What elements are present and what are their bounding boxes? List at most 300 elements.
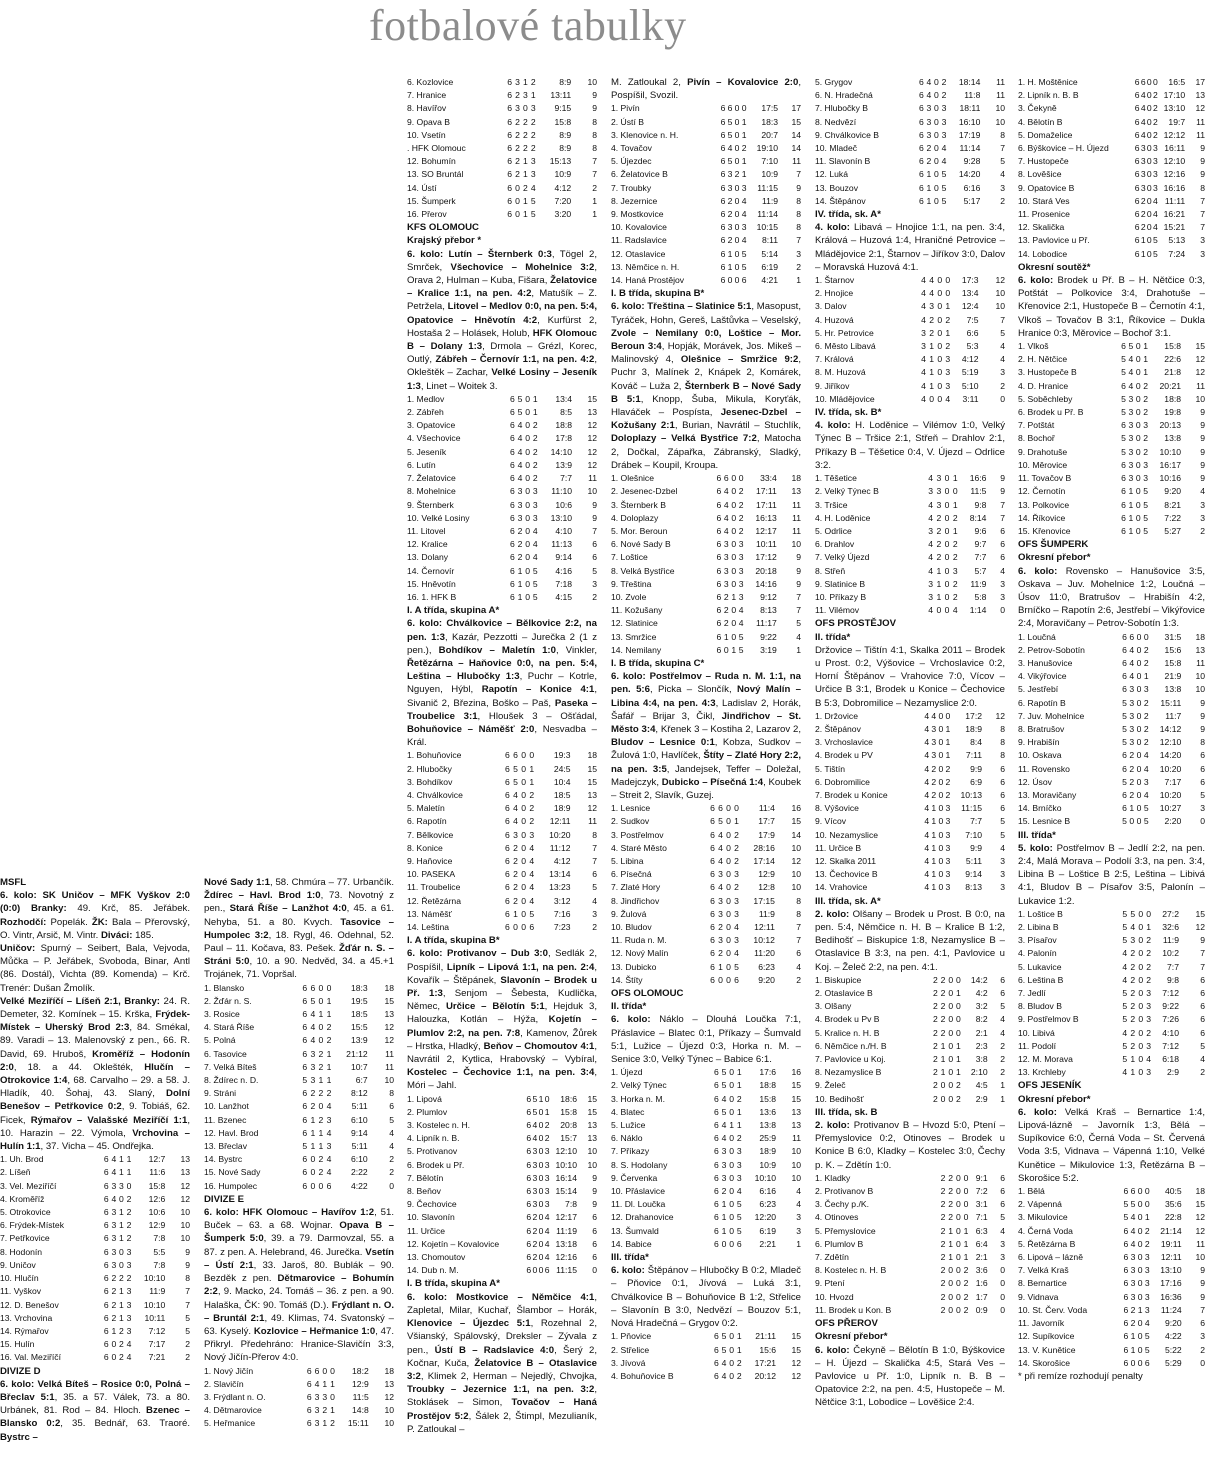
- stat-cell: 15:6: [1164, 644, 1182, 655]
- team-name: 7. Hlubočky B: [815, 103, 869, 114]
- team-name: 13. Bouzov: [815, 182, 858, 193]
- stat-cell: 2: [592, 591, 597, 602]
- stat-cell: 0: [938, 776, 944, 787]
- stat-cell: 2: [592, 182, 597, 193]
- stat-cell: 6: [509, 512, 515, 523]
- stat-cell: 5: [517, 393, 523, 404]
- stat-cell: 9: [592, 512, 597, 523]
- stat-cell: 12:11: [549, 816, 571, 827]
- stat-cell: 6: [918, 169, 924, 180]
- stat-cell: 2: [126, 1207, 132, 1218]
- stat-cell: 0: [521, 789, 527, 800]
- stat-cell: 15: [1195, 1199, 1205, 1210]
- stat-cell: 1: [929, 367, 935, 378]
- stat-cell: 20:18: [755, 565, 777, 576]
- table-row: [407, 921, 597, 934]
- stat-cell: 0: [525, 446, 531, 457]
- stat-cell: 4: [111, 1167, 117, 1178]
- stat-cell: 11:5: [352, 1391, 369, 1402]
- stat-cell: 6: [1123, 1331, 1129, 1342]
- section-heading: Okresní soutěž*: [1018, 261, 1091, 273]
- stat-cell: 6:6: [966, 327, 979, 338]
- stat-cell: 3: [734, 908, 739, 919]
- stat-cell: 3: [723, 578, 729, 589]
- team-name: 12. Drahanovice: [611, 1212, 674, 1223]
- stat-cell: 1: [1000, 1080, 1005, 1091]
- stat-cell: 6: [710, 922, 715, 932]
- stat-cell: 8: [796, 209, 801, 220]
- stat-cell: 4: [544, 1212, 550, 1223]
- stat-cell: 6: [507, 195, 512, 206]
- table-row: [407, 1106, 597, 1119]
- stat-cell: 1: [119, 1312, 124, 1323]
- table-row: [1018, 657, 1205, 670]
- stat-cell: 7: [1000, 143, 1005, 154]
- stat-cell: 15: [587, 1093, 597, 1104]
- stat-cell: 4:12: [554, 182, 572, 193]
- table-row: [407, 881, 597, 894]
- stat-cell: 8: [1000, 723, 1005, 734]
- section-heading: I. B třída, skupina B*: [611, 288, 705, 300]
- stat-cell: 11: [1196, 380, 1205, 391]
- stat-cell: 10: [995, 288, 1005, 299]
- stat-cell: 7: [1200, 948, 1205, 959]
- stat-cell: 6: [716, 578, 722, 589]
- match-report: [611, 670, 801, 802]
- stat-cell: 9: [1200, 1278, 1205, 1289]
- stat-cell: 3: [796, 248, 801, 259]
- stat-cell: 1: [929, 341, 935, 352]
- stat-cell: 13:10: [1163, 103, 1186, 114]
- stat-cell: 0: [948, 1054, 954, 1065]
- stat-cell: 6: [526, 1265, 532, 1276]
- stat-cell: 11: [996, 90, 1005, 101]
- table-row: [815, 1027, 1005, 1040]
- team-name: 12. Skalička: [1018, 222, 1065, 233]
- stat-cell: 6: [710, 882, 715, 893]
- bold-text: Frýdek-Místek – Uherský Brod 2:3: [0, 1009, 190, 1034]
- stat-cell: 6: [526, 1120, 532, 1131]
- stat-cell: 6: [720, 156, 726, 167]
- stat-cell: 4: [924, 737, 930, 748]
- stat-cell: 9:22: [760, 631, 777, 642]
- stat-cell: 2: [326, 1088, 332, 1099]
- stat-cell: 4: [1130, 1238, 1136, 1249]
- stat-cell: 2: [1200, 1067, 1205, 1078]
- team-name: 8. Bernartice: [1018, 1278, 1067, 1289]
- stat-cell: 2: [940, 1238, 946, 1249]
- team-name: 2. Střelice: [611, 1344, 650, 1355]
- stat-cell: 1: [318, 1141, 324, 1152]
- stat-cell: 4:12: [961, 354, 979, 365]
- table-row: [611, 221, 801, 234]
- stat-cell: 2: [940, 1172, 946, 1183]
- stat-cell: 0: [948, 988, 954, 999]
- stat-cell: 8: [796, 895, 801, 906]
- team-name: 8. Lověšice: [1018, 169, 1062, 180]
- section-heading: OFS OLOMOUC: [611, 988, 684, 1000]
- stat-cell: 6: [505, 803, 510, 814]
- stat-cell: 3: [738, 591, 744, 602]
- stat-cell: 6: [713, 1225, 719, 1236]
- stat-cell: 1: [538, 1093, 544, 1104]
- stat-cell: 10:16: [1159, 473, 1182, 484]
- table-row: [1018, 419, 1205, 432]
- table-row: [1018, 697, 1205, 710]
- stat-cell: 6: [509, 446, 515, 457]
- stat-cell: 4: [1200, 486, 1205, 497]
- stat-cell: 6: [526, 1199, 532, 1210]
- table-row: [611, 274, 801, 287]
- stat-cell: 7: [1200, 961, 1205, 972]
- stat-cell: 5: [532, 1093, 538, 1104]
- stat-cell: 2:3: [975, 1040, 988, 1051]
- stat-cell: 19:8: [1164, 407, 1182, 418]
- team-name: 5. Protivanov: [407, 1146, 458, 1157]
- table-row: [407, 763, 597, 776]
- table-row: [1018, 459, 1205, 472]
- table-row: [1018, 815, 1205, 828]
- body-text: , Matušík – Z. Petrželа,: [407, 288, 597, 313]
- league-table: [815, 1172, 1005, 1317]
- stat-cell: 0: [938, 882, 944, 893]
- league-table: [1018, 631, 1205, 829]
- body-text: Štěpánov – Hlubočky B 0:2, Mladeč – Pňovice 0:1, Jívová – Luká 3:1, Chválkovice B – Bohuňovice B 1:2, Střelice – Slavonín B 3:0, Nedvězí – Bouzov 5:1, Nová Hradečná – Grygov 0:2.: [611, 1265, 801, 1330]
- stat-cell: 5: [738, 644, 744, 655]
- stat-cell: 10: [384, 1418, 394, 1429]
- stat-cell: 2: [532, 473, 538, 484]
- stat-cell: 5: [941, 182, 947, 193]
- stat-cell: 2: [932, 974, 938, 985]
- stat-cell: 2: [952, 578, 958, 589]
- stat-cell: 18: [587, 750, 597, 761]
- stat-cell: 4: [1140, 90, 1146, 101]
- stat-cell: 2: [126, 1220, 132, 1231]
- team-name: 10. Mládějovice: [815, 393, 875, 404]
- stat-cell: 3: [314, 1418, 320, 1429]
- stat-cell: 2: [1000, 1054, 1005, 1065]
- stat-cell: 1: [741, 129, 747, 140]
- bold-text: 6. kolo: Chválkovice – Bělkovice 2:2, na pen. 1:3: [407, 618, 597, 643]
- stat-cell: 0: [729, 1067, 735, 1078]
- stat-cell: 3: [111, 1220, 117, 1231]
- team-name: 5. Lukavice: [1018, 961, 1062, 972]
- stat-cell: 11: [1196, 129, 1205, 140]
- stat-cell: 4: [111, 1193, 117, 1204]
- stat-cell: 5: [1122, 1040, 1128, 1051]
- stat-cell: 1: [929, 380, 935, 391]
- stat-cell: 3: [532, 1146, 538, 1157]
- stat-cell: 4: [314, 1378, 320, 1389]
- match-report: [1018, 1370, 1205, 1383]
- stat-cell: 4: [1153, 222, 1158, 233]
- body-text: , 10. Harazin – 22. Výmola,: [0, 1114, 190, 1139]
- stat-cell: 0: [734, 248, 740, 259]
- bold-text: ŽK:: [91, 916, 108, 928]
- section-heading: DIVIZE D: [0, 1365, 41, 1377]
- stat-cell: 18:3: [761, 116, 779, 127]
- stat-cell: 2: [727, 235, 733, 246]
- stat-cell: 4:22: [350, 1180, 368, 1191]
- stat-cell: 1: [736, 1331, 742, 1342]
- bold-text: Štíty – Zlaté Hory 2:2, na pen. 3:5: [611, 750, 801, 775]
- stat-cell: 5: [310, 995, 316, 1006]
- team-name: 5. Mor. Beroun: [611, 525, 668, 536]
- stat-cell: 5: [1122, 922, 1128, 932]
- team-name: 10. Libivá: [1018, 1027, 1055, 1038]
- stat-cell: 3: [1000, 591, 1005, 602]
- stat-cell: 3: [126, 1286, 132, 1297]
- stat-cell: 1: [723, 631, 729, 642]
- stat-cell: 6: [302, 995, 308, 1006]
- stat-cell: 1: [1130, 1331, 1136, 1342]
- stat-cell: 0: [955, 1172, 961, 1183]
- stat-cell: 1: [736, 1080, 742, 1091]
- stat-cell: 2: [513, 855, 518, 866]
- stat-cell: 6: [716, 565, 722, 576]
- stat-cell: 0: [322, 1365, 328, 1376]
- table-row: [1018, 1211, 1205, 1224]
- stat-cell: 14:10: [550, 446, 573, 457]
- stat-cell: 5: [1143, 525, 1148, 536]
- stat-cell: 0: [731, 525, 737, 536]
- stat-cell: 0: [955, 1238, 961, 1249]
- stat-cell: 2: [1146, 961, 1152, 972]
- stat-cell: 3: [1000, 182, 1005, 193]
- team-name: 13. V. Kunětice: [1018, 1344, 1076, 1355]
- body-text: M. Zatloukal 2,: [611, 77, 688, 88]
- bold-text: Ústí B – Radslavice 4:0: [434, 1344, 555, 1356]
- stat-cell: 2: [1144, 1225, 1150, 1236]
- stat-cell: 0: [525, 473, 531, 484]
- stat-cell: 7:5: [966, 314, 979, 325]
- body-text: , Klimek 2, Herman – Nejedlý, Chvojka,: [420, 1370, 597, 1382]
- stat-cell: 1: [945, 737, 951, 748]
- bold-text: Žďár n. S. – Stráni 5:0: [204, 943, 394, 968]
- bold-text: Dětmarovice – Bohumín 2:2: [204, 1273, 394, 1298]
- table-row: [204, 1417, 394, 1430]
- body-text: , Burian, Navrátil – Stuchlík,: [674, 420, 801, 432]
- team-name: 5. Soběchleby: [1018, 393, 1073, 404]
- stat-cell: 2: [940, 988, 946, 999]
- stat-cell: 6: [713, 1133, 719, 1144]
- stat-cell: 1: [936, 578, 942, 589]
- body-text: , Masopust, Tyráček, Hohn, Gereš, Laštůvka – Veselský,: [611, 301, 801, 326]
- stat-cell: 6:19: [761, 261, 779, 272]
- stat-cell: 3: [727, 169, 733, 180]
- table-row: [815, 168, 1005, 181]
- stat-cell: 12: [1195, 367, 1205, 378]
- stat-cell: 4:5: [975, 1080, 988, 1091]
- team-name: 1. H. Moštěnice: [1018, 77, 1078, 87]
- body-text: , Stoklásek – Simon,: [407, 1384, 597, 1409]
- stat-cell: 6: [544, 1265, 550, 1276]
- team-name: 12. Černotín: [1018, 486, 1066, 497]
- stat-cell: 2: [727, 195, 733, 206]
- stat-cell: 4: [544, 1252, 550, 1263]
- stat-cell: 4: [310, 1022, 316, 1033]
- stat-cell: 5: [727, 156, 733, 167]
- stat-cell: 0: [521, 855, 527, 866]
- stat-cell: 6: [1121, 420, 1126, 431]
- bold-text: Kostelec – Čechovice 1:1, na pen. 3:4: [407, 1067, 595, 1079]
- body-text: 185.: [132, 929, 154, 941]
- stat-cell: 4: [738, 618, 744, 629]
- stat-cell: 6: [302, 1114, 308, 1125]
- stat-cell: 16:21: [1163, 209, 1186, 220]
- stat-cell: 4: [718, 855, 723, 866]
- stat-cell: 7: [1000, 314, 1005, 325]
- stat-cell: 3:2: [975, 1001, 988, 1012]
- stat-cell: 8:13: [760, 605, 777, 616]
- stat-cell: 3: [721, 1172, 727, 1183]
- stat-cell: 2:20: [1164, 816, 1182, 827]
- stat-cell: 5: [1200, 1040, 1205, 1051]
- stat-cell: 0: [937, 314, 943, 325]
- team-name: 16. Humpolec: [204, 1180, 258, 1191]
- stat-cell: 0: [1136, 776, 1142, 787]
- stat-cell: 13:11: [550, 90, 572, 101]
- stat-cell: 0: [948, 1080, 954, 1091]
- team-name: 14. Lobodice: [1018, 248, 1068, 259]
- stat-cell: 4: [1000, 1027, 1005, 1038]
- stat-cell: 2: [111, 1299, 117, 1310]
- table-row: [1018, 432, 1205, 445]
- table-row: [611, 142, 801, 155]
- stat-cell: 0: [934, 90, 939, 101]
- bold-text: 5. kolo:: [1018, 842, 1053, 854]
- stat-cell: 15:8: [560, 1106, 577, 1117]
- stat-cell: 2: [111, 1273, 117, 1284]
- stat-cell: 0: [938, 750, 944, 761]
- stat-cell: 2: [318, 1061, 324, 1072]
- stat-cell: 6: [1123, 1318, 1129, 1329]
- stat-cell: 1: [948, 1238, 954, 1249]
- team-name: 10. Velké Losiny: [407, 512, 470, 523]
- stat-cell: 2: [389, 1154, 394, 1165]
- stat-cell: 3: [926, 116, 932, 127]
- stat-cell: 3: [945, 816, 951, 827]
- table-row: [611, 1066, 801, 1079]
- stat-cell: 4: [1000, 1225, 1005, 1236]
- table-row: [1018, 776, 1205, 789]
- table-row: [815, 855, 1005, 868]
- team-name: 9. Postřelmov B: [1018, 1014, 1079, 1025]
- stat-cell: 1: [119, 1299, 124, 1310]
- stat-cell: 10:20: [1159, 763, 1182, 774]
- stat-cell: 1: [931, 803, 937, 814]
- section-heading: I. B třída, skupina A*: [407, 1278, 500, 1290]
- stat-cell: 11: [385, 1061, 394, 1072]
- team-name: 3. Dalov: [815, 301, 847, 312]
- section-heading: II. třída*: [611, 1001, 647, 1013]
- stat-cell: 5: [1130, 908, 1136, 919]
- stat-cell: 9: [592, 103, 597, 114]
- stat-cell: 0: [938, 869, 944, 880]
- table-row: [407, 855, 597, 868]
- stat-cell: 6: [302, 1061, 308, 1072]
- stat-cell: 3: [1146, 988, 1152, 999]
- stat-cell: 4: [1000, 341, 1005, 352]
- league-table: [1018, 340, 1205, 538]
- stat-cell: 4: [738, 605, 744, 616]
- stat-cell: 21:14: [1160, 1225, 1182, 1236]
- stat-cell: 0: [934, 143, 939, 154]
- stat-cell: 2: [945, 314, 951, 325]
- stat-cell: 3: [945, 354, 951, 365]
- stat-cell: 6: [1134, 143, 1140, 154]
- stat-cell: 7:17: [148, 1339, 166, 1350]
- table-row: [0, 1338, 190, 1351]
- stat-cell: 0: [515, 209, 520, 220]
- stat-cell: 3: [945, 855, 951, 866]
- stat-cell: 2: [330, 1418, 335, 1429]
- stat-cell: 7: [796, 235, 801, 246]
- table-row: [1018, 1238, 1205, 1251]
- stat-cell: 6: [716, 618, 722, 629]
- stat-cell: 3: [1129, 737, 1135, 748]
- stat-cell: 9: [1200, 459, 1205, 470]
- stat-cell: 0: [1135, 446, 1141, 457]
- stat-cell: 18: [791, 473, 801, 484]
- team-name: 2. Štěpánov: [815, 723, 861, 734]
- stat-cell: 6: [1200, 1014, 1205, 1025]
- table-row: [407, 1119, 597, 1132]
- masthead-title: fotbalové tabulky: [369, 1, 687, 50]
- stat-cell: 0: [521, 842, 527, 853]
- stat-cell: 9: [1200, 710, 1205, 721]
- stat-cell: 5: [721, 1067, 727, 1078]
- team-name: 6. Plumlov B: [815, 1238, 864, 1249]
- stat-cell: 27:2: [1162, 908, 1179, 919]
- stat-cell: 4: [1143, 789, 1149, 800]
- team-name: 9. Chválkovice B: [815, 129, 880, 140]
- bold-text: 6. kolo: Velká Bíteš – Rosice 0:0, Polná – Břeclav 5:1: [0, 1378, 190, 1403]
- team-name: 7. Loštice: [611, 552, 648, 563]
- table-row: [1018, 102, 1205, 115]
- body-text: Libavá – Hnojice 1:1, na pen. 3:4, Králová – Huzová 1:4, Hraničné Petrovice – Mládějovice 2:1, Štarnov – Jiříkov 3:0, Dalov – Moravská Huzová 4:1.: [815, 222, 1005, 273]
- team-name: 6. N. Hradečná: [815, 90, 873, 101]
- stat-cell: 0: [729, 1146, 735, 1157]
- body-text: , Nesvadba – Král.: [407, 723, 597, 749]
- stat-cell: 3: [1130, 1252, 1136, 1263]
- stat-cell: 1: [931, 829, 937, 840]
- stat-cell: 6: [710, 869, 715, 880]
- stat-cell: 6: [1121, 380, 1126, 391]
- team-name: 9. Třeština: [611, 578, 652, 589]
- stat-cell: 6: [713, 1093, 719, 1104]
- stat-cell: 0: [1136, 710, 1142, 721]
- stat-cell: 2: [1130, 1001, 1136, 1012]
- match-report: [611, 300, 801, 472]
- body-text: , Sedlák 2, Pospíšil,: [407, 948, 597, 973]
- stat-cell: 10:27: [1159, 803, 1182, 814]
- stat-cell: 6: [103, 1339, 109, 1350]
- stat-cell: 5: [1000, 816, 1005, 827]
- stat-cell: 4: [1146, 1054, 1152, 1065]
- stat-cell: 7:26: [1162, 1014, 1179, 1025]
- table-row: [407, 1264, 597, 1277]
- table-row: [1018, 710, 1205, 723]
- stat-cell: 15:11: [1160, 697, 1182, 708]
- stat-cell: 12:16: [1163, 169, 1186, 180]
- stat-cell: 10: [791, 1146, 801, 1157]
- stat-cell: 2: [1153, 90, 1158, 101]
- table-row: [1018, 763, 1205, 776]
- stat-cell: 0: [952, 486, 958, 497]
- stat-cell: 7:18: [555, 578, 573, 589]
- stat-cell: 12:17: [755, 525, 777, 536]
